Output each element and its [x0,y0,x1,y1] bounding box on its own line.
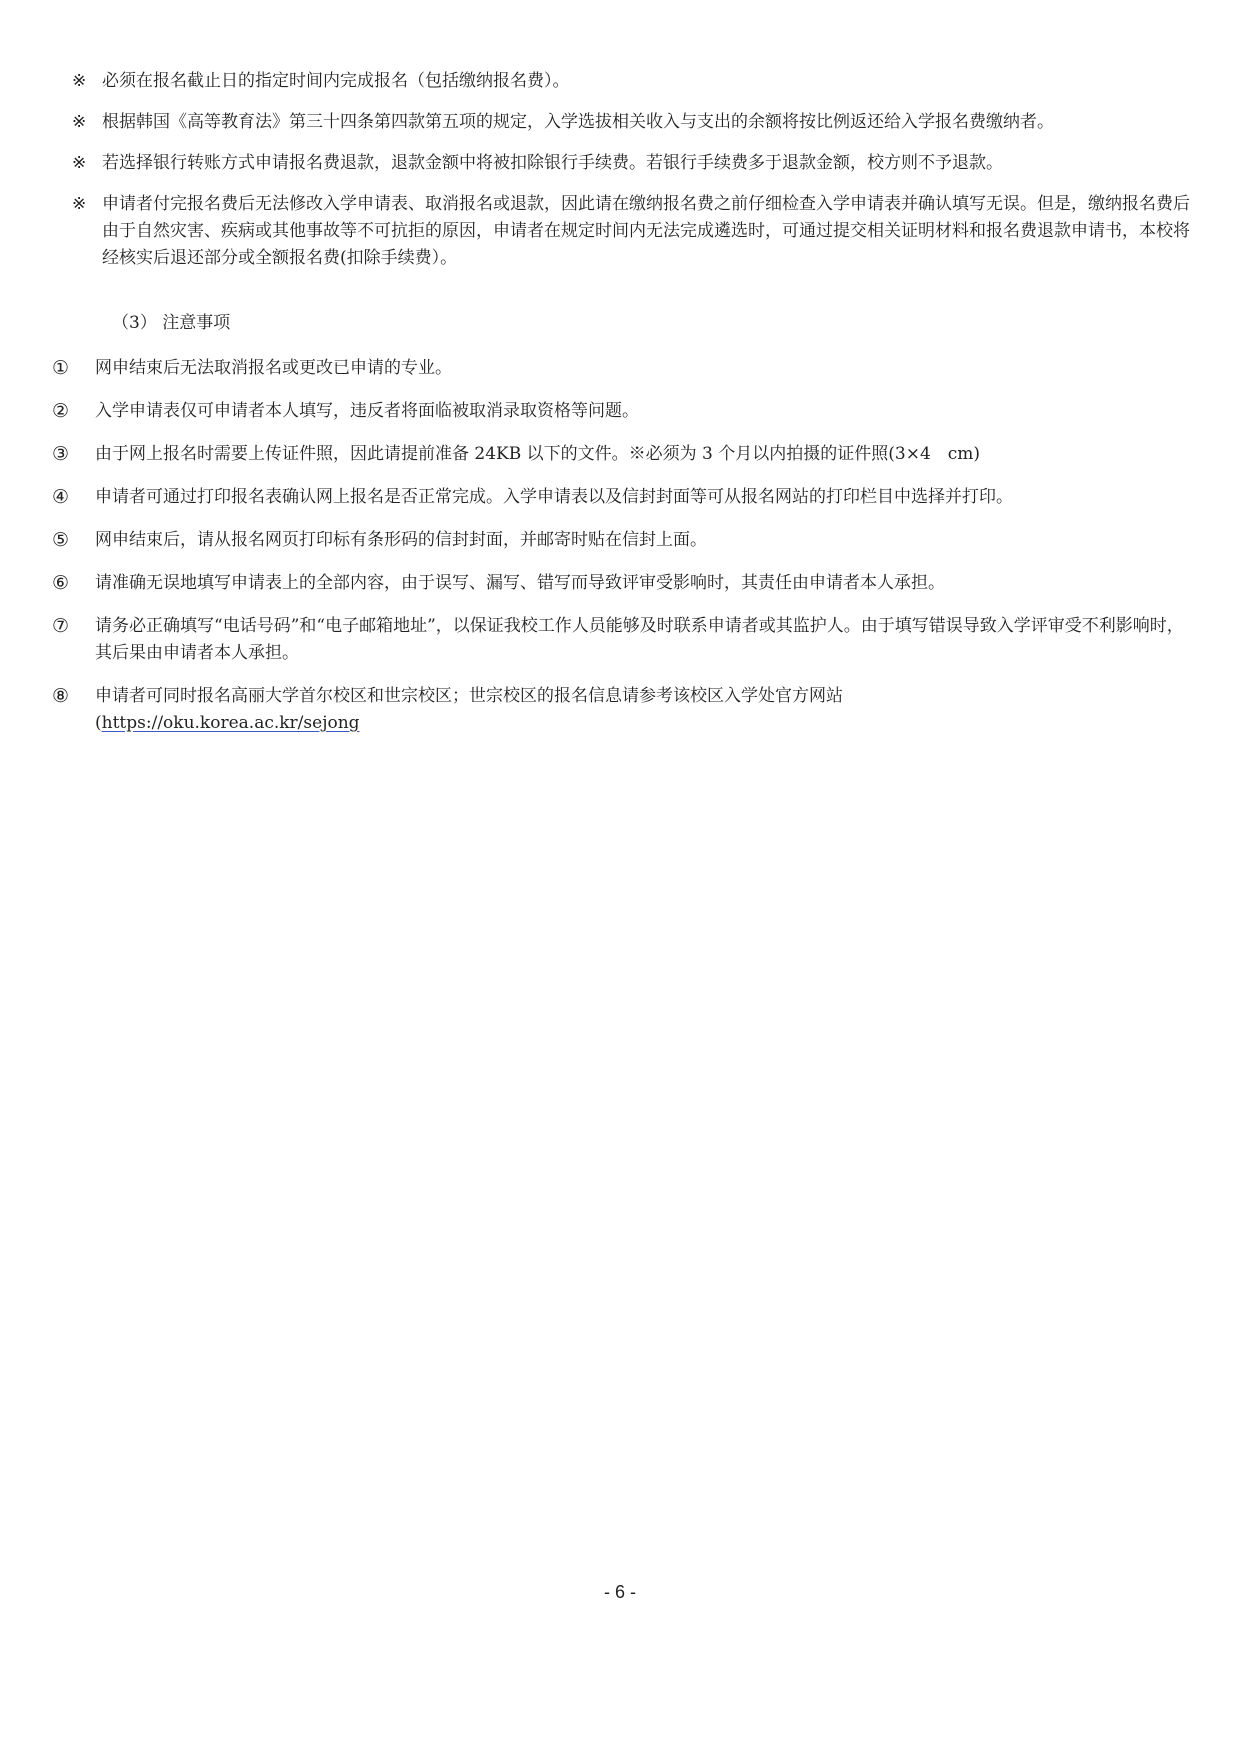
note-mark: ※ [72,194,87,214]
item-text: 申请者可同时报名高丽大学首尔校区和世宗校区；世宗校区的报名信息请参考该校区入学处官方网站 [95,686,843,706]
item-number: ② [52,400,70,422]
notes-list [72,68,1192,286]
item-number: ⑦ [52,615,70,637]
page-number: - 6 - [603,1582,636,1602]
item-number: ① [52,357,70,379]
item-number: ③ [52,443,70,465]
sejong-website-link[interactable]: https://oku.korea.ac.kr/sejong [101,713,360,733]
note-text: 根据韩国《高等教育法》第三十四条第四款第五项的规定，入学选拔相关收入与支出的余额将按比例返还给入学报名费缴纳者。 [102,112,1054,132]
list-item [52,527,1192,554]
note-text: 必须在报名截止日的指定时间内完成报名（包括缴纳报名费）。 [102,71,570,91]
note-mark: ※ [72,112,87,132]
precautions-list [52,355,1192,753]
note-text: 若选择银行转账方式申请报名费退款，退款金额中将被扣除银行手续费。若银行手续费多于退款金额，校方则不予退款。 [102,153,1003,173]
item-number: ⑥ [52,572,70,594]
list-item [52,355,1192,382]
item-text: 入学申请表仅可申请者本人填写，违反者将面临被取消录取资格等问题。 [95,401,639,421]
item-number: ⑤ [52,529,70,551]
note-mark: ※ [72,153,87,173]
item-text: 请务必正确填写“电话号码”和“电子邮箱地址”，以保证我校工作人员能够及时联系申请者或其监护人。由于填写错误导致入学评审受不利影响时，其后果由申请者本人承担。 [95,616,1184,663]
item-text: 申请者可通过打印报名表确认网上报名是否正常完成。入学申请表以及信封封面等可从报名网站的打印栏目中选择并打印。 [95,487,1013,507]
list-item [52,398,1192,425]
note-mark: ※ [72,71,87,91]
note-item [72,68,1192,95]
section-heading: （3） 注意事项 [112,313,231,333]
item-text: 网申结束后，请从报名网页打印标有条形码的信封封面，并邮寄时贴在信封上面。 [95,530,707,550]
item-number: ④ [52,486,70,508]
item-number: ⑧ [52,685,70,707]
url-prefix: ( [95,713,102,733]
item-text: 请准确无误地填写申请表上的全部内容，由于误写、漏写、错写而导致评审受影响时，其责任由申请者本人承担。 [95,573,945,593]
note-item [72,150,1192,177]
item-text: 网申结束后无法取消报名或更改已申请的专业。 [95,358,452,378]
note-item [72,109,1192,136]
note-text: 申请者付完报名费后无法修改入学申请表、取消报名或退款，因此请在缴纳报名费之前仔细检查入学申请表并确认填写无误。但是，缴纳报名费后由于自然灾害、疾病或其他事故等不可抗拒的原因，申请者在规定时间内无法完成遴选时，可通过提交相关证明材料和报名费退款申请书，本校将经核实后退还部分或全额报名费(扣除手续费）。 [102,194,1190,268]
list-item [52,484,1192,511]
list-item [52,441,1192,468]
list-item [52,683,1192,737]
list-item [52,570,1192,597]
item-text-block [95,683,1192,737]
note-item [72,191,1192,272]
item-text: 由于网上报名时需要上传证件照，因此请提前准备 24KB 以下的文件。※必须为 3 个月以内拍摄的证件照(3×4 cm) [95,444,981,464]
list-item [52,613,1192,667]
